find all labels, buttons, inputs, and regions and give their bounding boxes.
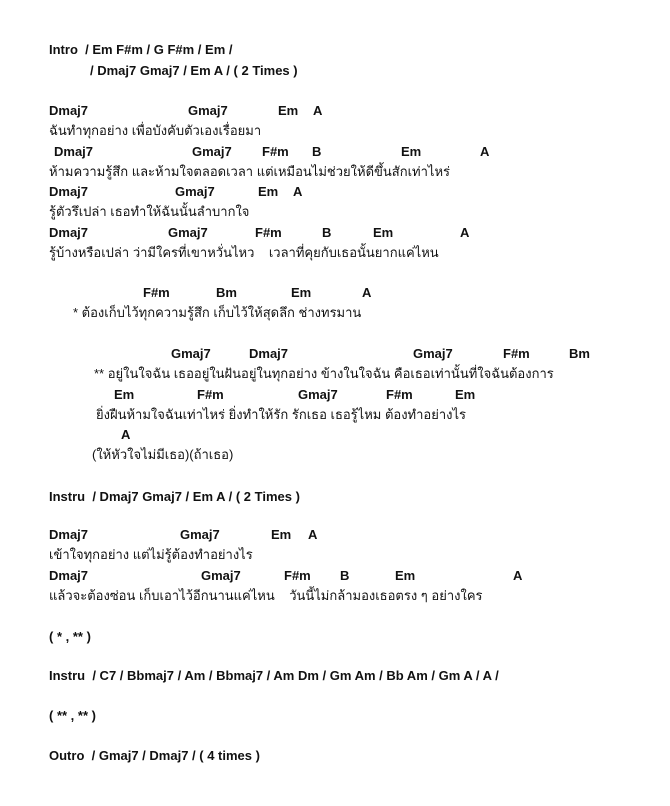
chord: B [340, 568, 350, 583]
chord: Gmaj7 [298, 387, 338, 402]
lyric-line: ห้ามความรู้สึก และห้ามใจตลอดเวลา แต่เหมือนไม่ช่วยให้ดีขึ้นสักเท่าไหร่ [49, 164, 451, 179]
chord: Gmaj7 [413, 346, 453, 361]
chord: Bm [569, 346, 590, 361]
lyric-line: ฉันทำทุกอย่าง เพื่อบังคับตัวเองเรื่อยมา [49, 123, 262, 138]
chord: Em [401, 144, 422, 159]
chord: A [121, 427, 131, 442]
chord: Gmaj7 [192, 144, 232, 159]
chord: Dmaj7 [249, 346, 289, 361]
instru-line: Instru / C7 / Bbmaj7 / Am / Bbmaj7 / Am Dm / Gm Am / Bb Am / Gm A / A / [49, 668, 499, 683]
intro-line-1: Intro / Em F#m / G F#m / Em / [49, 42, 233, 57]
outro-line: Outro / Gmaj7 / Dmaj7 / ( 4 times ) [49, 748, 260, 763]
chord: Gmaj7 [175, 184, 215, 199]
chord: F#m [284, 568, 311, 583]
chord: F#m [143, 285, 170, 300]
chord: Em [114, 387, 135, 402]
chord: Em [278, 103, 299, 118]
chord: F#m [197, 387, 224, 402]
repeat-marker: ( * , ** ) [49, 629, 91, 644]
chord: F#m [262, 144, 289, 159]
chord: Em [373, 225, 394, 240]
chord: Dmaj7 [49, 184, 89, 199]
lyric-line: รู้บ้างหรือเปล่า ว่ามีใครที่เขาหวั่นไหว เวลาที่คุยกับเธอนั้นยากแค่ไหน [49, 245, 439, 260]
chord: Gmaj7 [201, 568, 241, 583]
chord: Em [455, 387, 476, 402]
lyric-line: รู้ตัวรึเปล่า เธอทำให้ฉันนั้นลำบากใจ [49, 204, 250, 219]
chord: F#m [255, 225, 282, 240]
intro-line-2: / Dmaj7 Gmaj7 / Em A / ( 2 Times ) [90, 63, 298, 78]
chord: A [313, 103, 323, 118]
chord: Gmaj7 [168, 225, 208, 240]
chord: F#m [386, 387, 413, 402]
chord: Em [291, 285, 312, 300]
chord: Em [258, 184, 279, 199]
lyric-line: (ให้หัวใจไม่มีเธอ)(ถ้าเธอ) [92, 447, 234, 462]
chord: Gmaj7 [188, 103, 228, 118]
chord: A [460, 225, 470, 240]
chord: Em [271, 527, 292, 542]
chord: Em [395, 568, 416, 583]
chord: Dmaj7 [49, 103, 89, 118]
lyric-line: เข้าใจทุกอย่าง แต่ไม่รู้ต้องทำอย่างไร [49, 547, 253, 562]
lyric-line: ** อยู่ในใจฉัน เธออยู่ในฝันอยู่ในทุกอย่าง ข้างในใจฉัน คือเธอเท่านั้นที่ใจฉันต้องการ [94, 366, 554, 381]
chord: A [362, 285, 372, 300]
repeat-marker: ( ** , ** ) [49, 708, 96, 723]
lyric-line: * ต้องเก็บไว้ทุกความรู้สึก เก็บไว้ให้สุดลึก ช่างทรมาน [73, 305, 362, 320]
chord: A [308, 527, 318, 542]
chord: B [322, 225, 332, 240]
chord: Dmaj7 [54, 144, 94, 159]
chord: Dmaj7 [49, 568, 89, 583]
instru-line: Instru / Dmaj7 Gmaj7 / Em A / ( 2 Times ) [49, 489, 300, 504]
chord: Bm [216, 285, 237, 300]
chord: Dmaj7 [49, 225, 89, 240]
chord: Gmaj7 [180, 527, 220, 542]
lyric-line: แล้วจะต้องซ่อน เก็บเอาไว้อีกนานแค่ไหน วันนี้ไม่กล้ามองเธอตรง ๆ อย่างใคร [49, 588, 483, 603]
chord: A [513, 568, 523, 583]
chord: A [293, 184, 303, 199]
chord: A [480, 144, 490, 159]
chord: Gmaj7 [171, 346, 211, 361]
chord: B [312, 144, 322, 159]
lyric-line: ยิ่งฝืนห้ามใจฉันเท่าไหร่ ยิ่งทำให้รัก รักเธอ เธอรู้ไหม ต้องทำอย่างไร [96, 407, 467, 422]
chord: F#m [503, 346, 530, 361]
chord: Dmaj7 [49, 527, 89, 542]
